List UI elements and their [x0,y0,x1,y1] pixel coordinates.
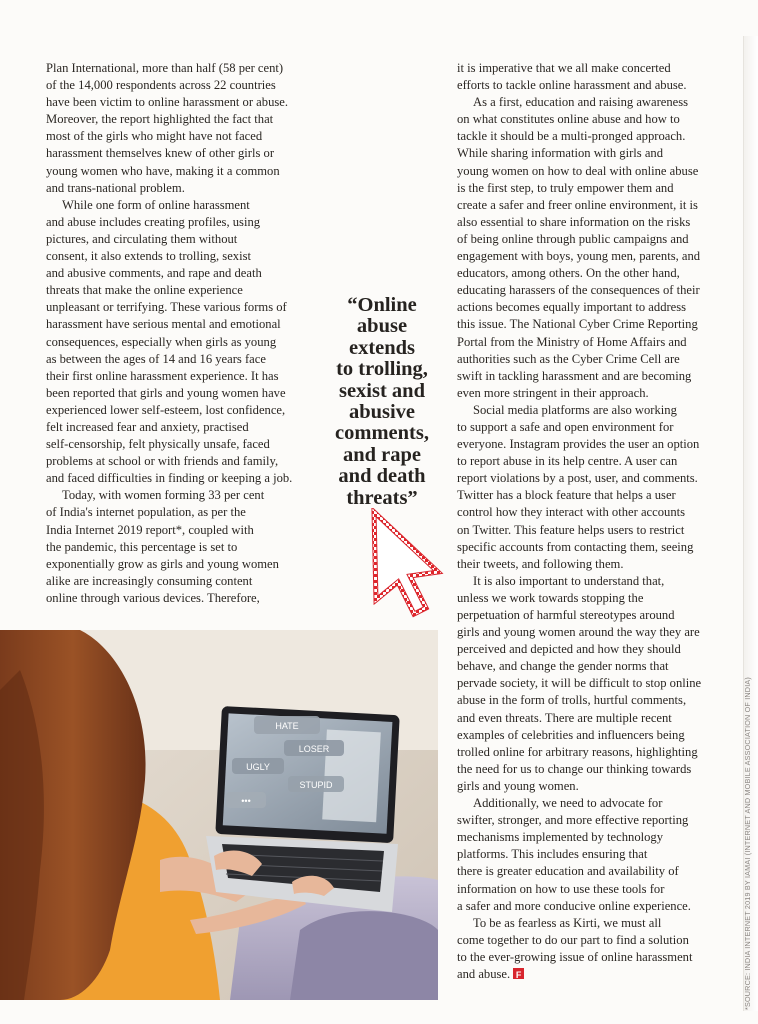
text-line: pictures, and circulating them without [46,231,238,246]
text-line: it is imperative that we all make concerted [457,61,671,75]
text-line: control how they interact with other accounts [457,505,686,520]
text-line: While sharing information with girls and [457,146,664,161]
text-line: girls and young women. [457,778,579,793]
woman-with-laptop-photo [0,630,438,1000]
text-line: to support a safe and open environment for [457,419,674,434]
text-line: swift in tackling harassment and are becoming [457,368,692,383]
text-line: been reported that girls and young women have [46,385,286,400]
text-line: felt increased fear and anxiety, practised [46,419,249,434]
pull-quote [323,291,441,515]
pull-quote-line: comments, [335,422,429,445]
text-line: a safer and more conducive online experience. [457,898,691,913]
text-line: Today, with women forming 33 per cent [62,488,265,503]
text-line: authorities such as the Cyber Crime Cell are [457,351,680,366]
text-line: Plan International, more than half (58 per cent) [46,61,284,75]
text-line: examples of celebrities and influencers being [457,727,685,742]
text-line: harassment have serious mental and emotional [46,317,281,332]
pull-quote-line: sexist and [338,379,425,402]
pull-quote-line: abuse [356,315,408,338]
text-line: pervade society, it will be difficult to stop online [457,676,702,691]
text-line: Portal from the Ministry of Home Affairs and [457,334,687,349]
text-line: come together to do our part to find a solution [457,932,689,947]
text-line: information on how to use these tools for [457,881,665,896]
paragraph [46,197,308,488]
text-line: exponentially grow as girls and young women [46,556,279,571]
text-line: problems at school or with friends and family, [46,454,279,469]
text-line: young women on how to deal with online abuse [457,163,699,178]
text-line: and trans-national problem. [46,180,185,195]
text-line: Twitter has a block feature that helps a user [457,488,676,503]
text-line: everyone. Instagram provides the user an option [457,437,700,452]
text-line: Social media platforms are also working [473,402,677,417]
pull-quote-line: extends [348,336,416,359]
text-line: efforts to tackle online harassment and abuse. [457,78,687,93]
pull-quote-line: abusive [348,401,416,424]
text-line: India Internet 2019 report*, coupled with [46,522,254,537]
text-line: consent, it also extends to trolling, sexist [46,249,251,264]
text-line: As a first, education and raising awareness [473,95,689,110]
text-line: experienced lower self-esteem, lost confidence, [46,402,286,417]
text-line: and abusive comments, and rape and death [46,266,262,281]
text-line: their first online harassment experience. It has [46,368,279,383]
bubble-label: UGLY [246,762,270,772]
paragraph [457,573,723,795]
text-line: and faced difficulties in finding or keeping a job. [46,471,293,486]
text-line: online through various devices. Therefore, [46,590,260,605]
text-line: is the first step, to truly empower them and [457,180,674,195]
text-line: of India's internet population, as per the [46,505,246,520]
text-line: educators, among others. On the other hand, [457,266,680,281]
text-line: It is also important to understand that, [473,573,665,588]
text-line: report violations by a post, user, and comments. [457,471,698,486]
text-line: as between the ages of 14 and 16 years face [46,351,266,366]
text-line: young women who have, making it a common [46,163,280,178]
text-line: harassment themselves knew of other girls or [46,146,275,161]
pull-quote-line: to trolling, [336,358,428,381]
text-line: educating harassers of the consequences of their [457,283,700,298]
source-credit-text: *SOURCE: INDIA INTERNET 2019 BY IAMAI (INTERNET AND MOBILE ASSOCIATION OF INDIA) [743,677,752,1010]
text-line: unpleasant or terrifying. These various forms of [46,300,287,315]
text-line: of the 14,000 respondents across 22 countries [46,78,276,93]
source-credit [733,677,752,1010]
pull-quote-line: threats” [346,486,418,509]
paragraph [457,94,723,402]
text-line: on Twitter. This feature helps users to restrict [457,522,685,537]
pull-quote-line: and rape [342,443,422,466]
text-line: on what constitutes online abuse and how to [457,112,680,127]
text-line: Moreover, the report highlighted the fact that [46,112,274,127]
text-line: create a safer and freer online environment, it is [457,197,698,212]
end-mark-letter: F [515,969,522,980]
text-line: threats that make the online experience [46,283,243,298]
text-line: tackle it should be a multi-pronged approach. [457,129,686,144]
text-line: perpetuation of harmful stereotypes around [457,608,675,622]
bubble-label: ••• [241,796,251,806]
text-line: to the ever-growing issue of online harassment [457,949,693,964]
pull-quote-line: “Online [347,294,417,316]
text-line: Additionally, we need to advocate for [473,796,663,811]
bubble-label: HATE [275,721,299,731]
bubble-label: STUPID [299,780,333,790]
text-line: perceived and depicted and how they should [457,642,681,657]
text-line: mechanisms implemented by technology [457,830,664,845]
text-line: there is greater education and availability of [457,864,679,879]
text-line: the pandemic, this percentage is set to [46,539,238,554]
text-line: also essential to share information on the risks [457,214,691,229]
text-line: specific accounts from contacting them, seeing [457,539,694,554]
paragraph [457,915,723,983]
text-line: consequences, especially when girls as young [46,334,277,349]
paragraph [457,60,723,94]
text-line: even more stringent in their approach. [457,385,649,400]
pull-quote-line: and death [338,465,426,488]
text-line: alike are increasingly consuming content [46,573,253,588]
paragraph [46,60,308,197]
text-line: and abuse includes creating profiles, using [46,214,261,229]
text-line: and even threats. There are multiple recent [457,710,672,725]
text-line: behave, and change the gender norms that [457,659,669,674]
text-line: most of the girls who might have not faced [46,129,263,144]
paragraph [46,487,308,607]
end-mark-icon [513,968,524,979]
text-line: While one form of online harassment [62,197,250,212]
text-line: their tweets, and following them. [457,556,624,571]
text-line: to report abuse in its help centre. A user can [457,454,678,469]
bubble-label: LOSER [298,744,330,754]
text-line: girls and young women around the way they are [457,625,700,640]
text-line: To be as fearless as Kirti, we must all [473,915,662,930]
text-line: swifter, stronger, and more effective reporting [457,813,689,828]
text-line: and abuse. F [457,966,723,983]
text-line: unless we work towards stopping the [457,590,644,605]
text-line: trolled online for arbitrary reasons, highlighting [457,744,698,759]
text-line: have been victim to online harassment or abuse. [46,95,289,110]
text-line: the need for us to change our thinking towards [457,761,692,776]
left-column [46,60,308,607]
text-line: actions becomes equally important to address [457,300,687,315]
right-column [457,60,723,983]
text-line: engagement with boys, young men, parents, and [457,249,701,264]
paragraph [457,402,723,573]
text-line: self-censorship, felt physically unsafe, faced [46,437,270,452]
text-line: this issue. The National Cyber Crime Reporting [457,317,698,332]
cursor-arrow-icon [368,508,446,618]
text-line: of being online through public campaigns and [457,231,689,246]
photo-illustration [0,630,438,1000]
paragraph [457,795,723,915]
text-line: platforms. This includes ensuring that [457,847,648,862]
text-line: abuse in the form of trolls, hurtful comments, [457,693,687,708]
